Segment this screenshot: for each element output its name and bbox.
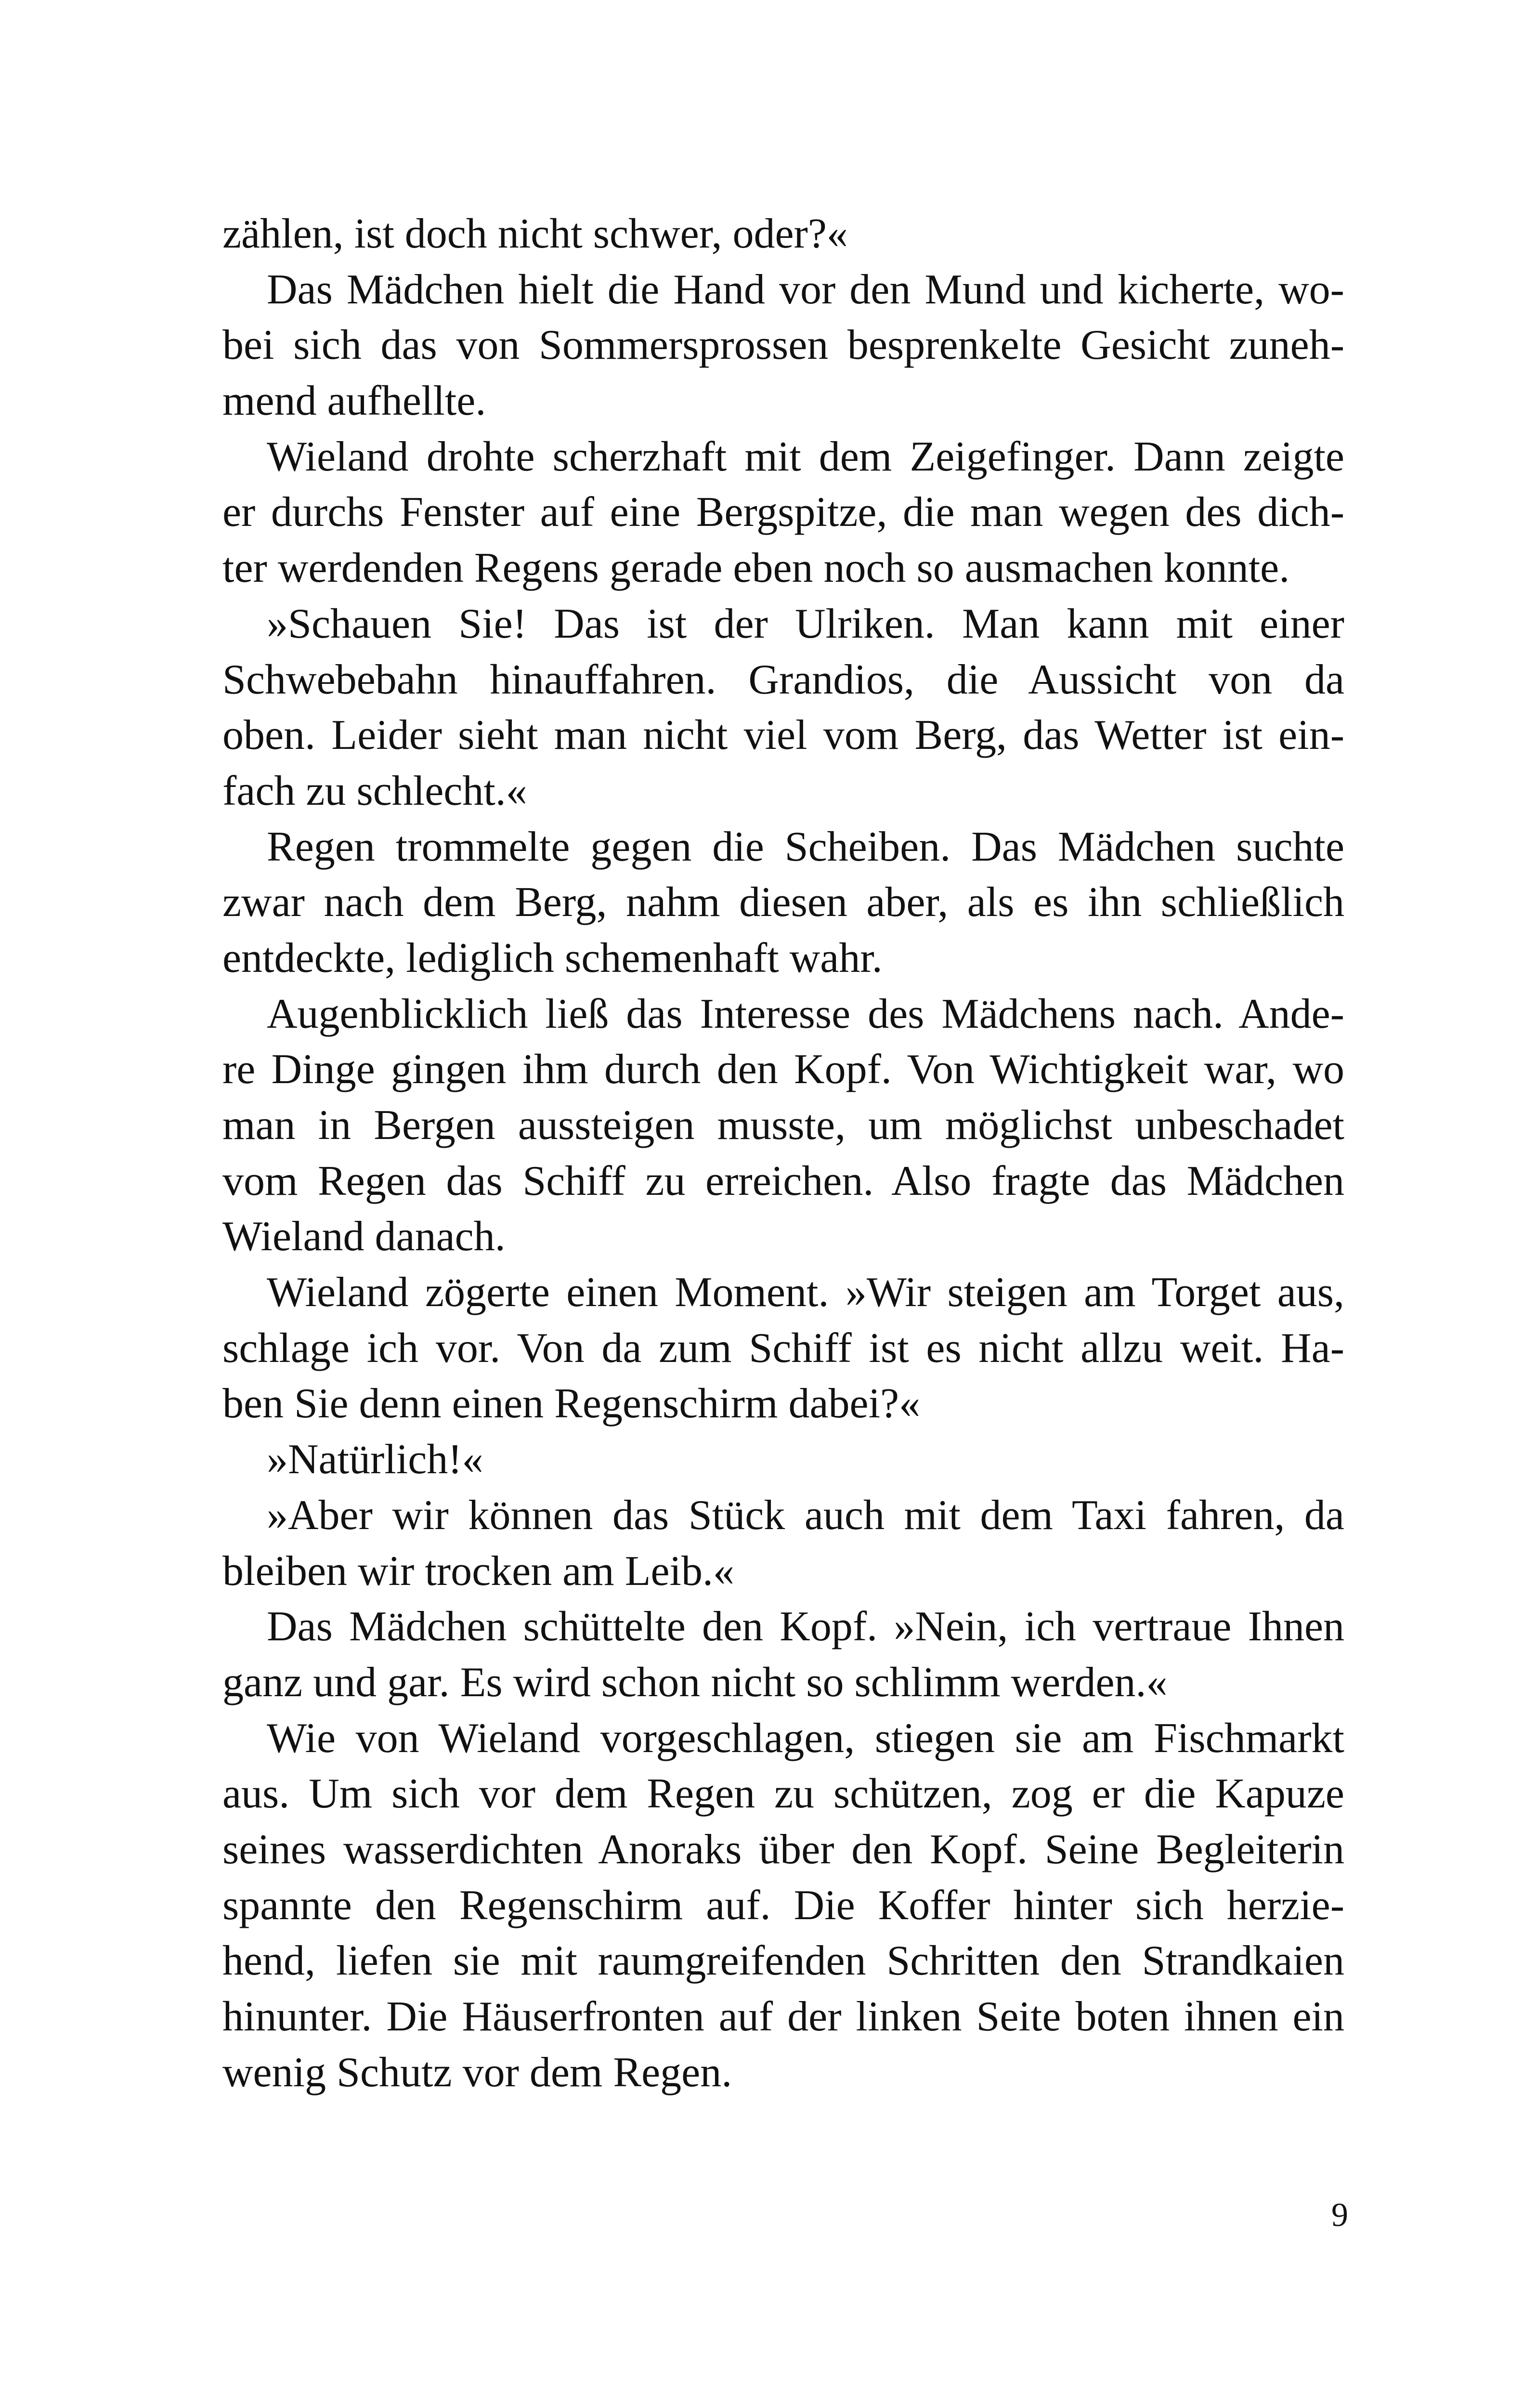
text-line: er durchs Fenster auf eine Bergspitze, die man wegen des dich- [222, 489, 1344, 536]
text-line: Das Mädchen hielt die Hand vor den Mund und kicherte, wo- [267, 266, 1344, 313]
text-line: Wieland drohte scherzhaft mit dem Zeigefinger. Dann zeigte [267, 433, 1344, 480]
text-line: zwar nach dem Berg, nahm diesen aber, als es ihn schließlich [222, 879, 1344, 926]
text-line: Augenblicklich ließ das Interesse des Mädchens nach. Ande- [267, 990, 1344, 1037]
text-line: Das Mädchen schüttelte den Kopf. »Nein, ich vertraue Ihnen [267, 1603, 1344, 1650]
text-line: wenig Schutz vor dem Regen. [222, 2049, 732, 2096]
text-line: hinunter. Die Häuserfronten auf der linken Seite boten ihnen ein [222, 1993, 1344, 2040]
text-line: aus. Um sich vor dem Regen zu schützen, zog er die Kapuze [222, 1770, 1344, 1818]
text-line: bei sich das von Sommersprossen besprenkelte Gesicht zuneh- [222, 322, 1344, 369]
text-line: »Schauen Sie! Das ist der Ulriken. Man kann mit einer [267, 600, 1344, 647]
text-line: ganz und gar. Es wird schon nicht so schlimm werden.« [222, 1659, 1168, 1706]
text-line: Wie von Wieland vorgeschlagen, stiegen sie am Fischmarkt [267, 1714, 1344, 1762]
text-line: schlage ich vor. Von da zum Schiff ist es nicht allzu weit. Ha- [222, 1324, 1344, 1372]
text-line: »Natürlich!« [267, 1436, 483, 1483]
page-number: 9 [1331, 2197, 1348, 2234]
text-line: mend aufhellte. [222, 378, 486, 425]
text-line: Wieland zögerte einen Moment. »Wir steigen am Torget aus, [267, 1269, 1344, 1316]
text-line: ben Sie denn einen Regenschirm dabei?« [222, 1380, 921, 1427]
text-line: Schwebebahn hinauffahren. Grandios, die Aussicht von da [222, 656, 1344, 703]
text-line: zählen, ist doch nicht schwer, oder?« [222, 210, 848, 257]
text-line: hend, liefen sie mit raumgreifenden Schritten den Strandkaien [222, 1937, 1344, 1985]
text-line: man in Bergen aussteigen musste, um möglichst unbeschadet [222, 1102, 1344, 1149]
text-line: fach zu schlecht.« [222, 767, 527, 814]
text-line: spannte den Regenschirm auf. Die Koffer hinter sich herzie- [222, 1882, 1344, 1929]
text-line: bleiben wir trocken am Leib.« [222, 1547, 734, 1595]
text-line: oben. Leider sieht man nicht viel vom Berg, das Wetter ist ein- [222, 712, 1344, 759]
text-line: seines wasserdichten Anoraks über den Kopf. Seine Begleiterin [222, 1826, 1344, 1873]
text-line: Regen trommelte gegen die Scheiben. Das Mädchen suchte [267, 823, 1344, 870]
body-text [222, 206, 1344, 2100]
text-line: vom Regen das Schiff zu erreichen. Also fragte das Mädchen [222, 1157, 1344, 1204]
text-line: re Dinge gingen ihm durch den Kopf. Von Wichtigkeit war, wo [222, 1046, 1344, 1093]
text-line: ter werdenden Regens gerade eben noch so ausmachen konnte. [222, 545, 1290, 592]
text-line: »Aber wir können das Stück auch mit dem Taxi fahren, da [267, 1492, 1344, 1539]
text-line: entdeckte, lediglich schemenhaft wahr. [222, 934, 883, 982]
text-line: Wieland danach. [222, 1213, 506, 1260]
